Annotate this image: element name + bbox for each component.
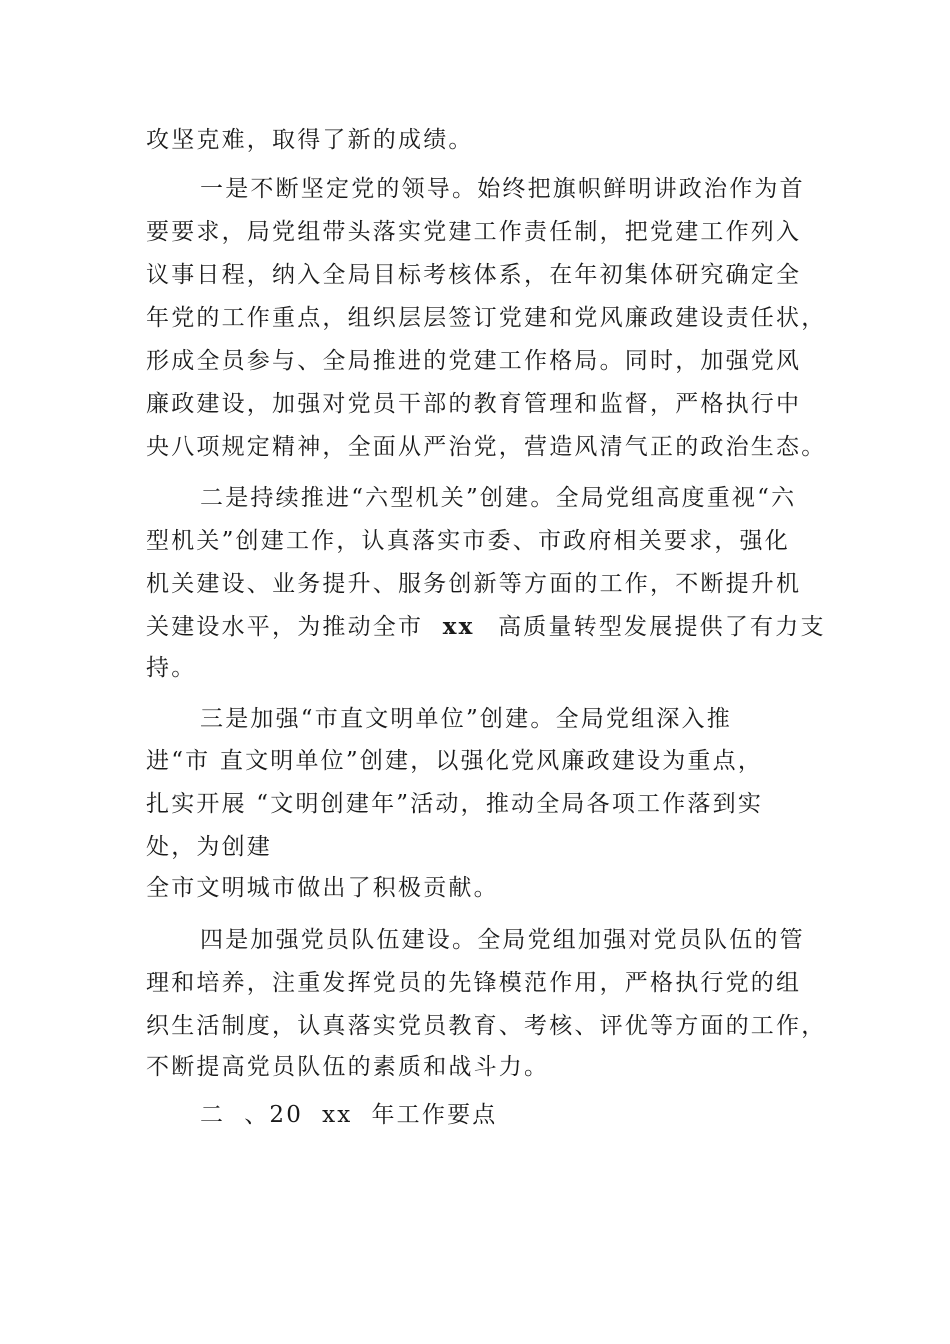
text-line: 进“市 直文明单位”创建，以强化党风廉政建设为重点，	[146, 748, 764, 774]
paragraph-3-heading-line: 三是加强“市直文明单位”创建。全局党组深入推	[200, 706, 732, 732]
paragraph-2-heading-line: 二是持续推进“六型机关”创建。全局党组高度重视“六	[200, 485, 797, 511]
paragraph-4-heading-line: 四是加强党员队伍建设。全局党组加强对党员队伍的管	[200, 927, 805, 953]
text-line: 攻坚克难，取得了新的成绩。	[146, 127, 474, 153]
paragraph-1-heading-line: 一是不断坚定党的领导。始终把旗帜鲜明讲政治作为首	[200, 176, 805, 202]
text-line: 年党的工作重点，组织层层签订党建和党风廉政建设责任状，	[146, 305, 827, 331]
text-line: 持。	[146, 655, 197, 681]
placeholder-xx: xx	[442, 613, 475, 640]
text-line: 理和培养，注重发挥党员的先锋模范作用，严格执行党的组	[146, 970, 802, 996]
text-segment: 高质量转型发展提供了有力支	[498, 614, 826, 640]
section-heading: 二 、20 xx 年工作要点	[200, 1102, 498, 1128]
text-line: 央八项规定精神，全面从严治党，营造风清气正的政治生态。	[146, 434, 827, 460]
text-line: 议事日程，纳入全局目标考核体系，在年初集体研究确定全	[146, 262, 802, 288]
text-line	[146, 611, 826, 643]
text-line: 处，为创建	[146, 834, 272, 860]
text-line: 型机关”创建工作，认真落实市委、市政府相关要求，强化	[146, 528, 790, 554]
text-line: 要要求，局党组带头落实党建工作责任制，把党建工作列入	[146, 219, 802, 245]
text-line: 机关建设、业务提升、服务创新等方面的工作，不断提升机	[146, 571, 802, 597]
text-segment: 关建设水平，为推动全市	[146, 614, 424, 640]
text-line: 扎实开展 “文明创建年”活动，推动全局各项工作落到实	[146, 791, 764, 817]
text-line: 形成全员参与、全局推进的党建工作格局。同时，加强党风	[146, 348, 802, 374]
text-line: 织生活制度，认真落实党员教育、考核、评优等方面的工作，	[146, 1013, 827, 1039]
text-line: 全市文明城市做出了积极贡献。	[146, 875, 499, 901]
text-line: 不断提高党员队伍的素质和战斗力。	[146, 1054, 550, 1080]
text-line: 廉政建设，加强对党员干部的教育管理和监督，严格执行中	[146, 391, 802, 417]
